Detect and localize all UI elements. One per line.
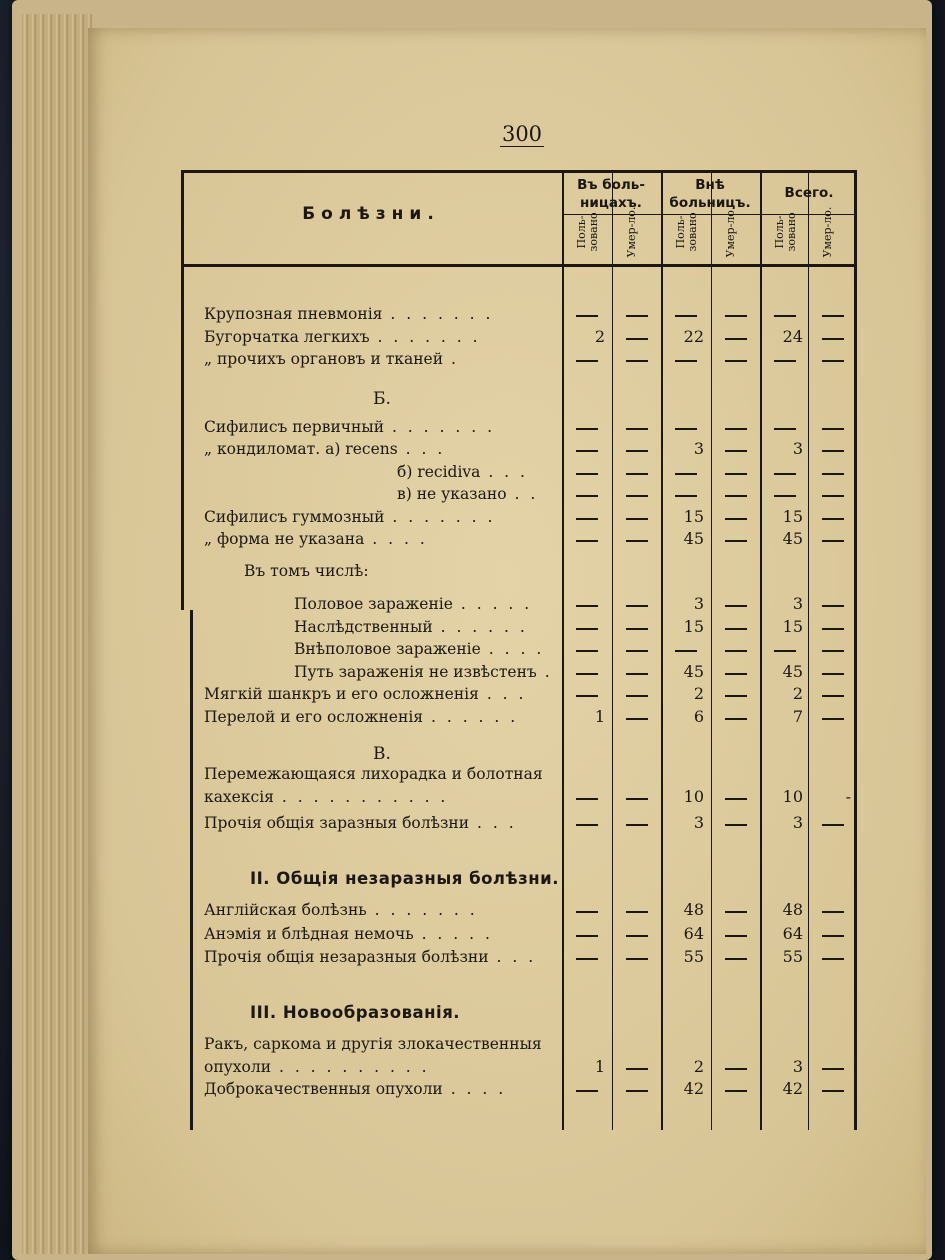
- table-cell: 15: [683, 507, 704, 526]
- cell-dash: [725, 1090, 747, 1092]
- row-label: в) не указано . .: [397, 485, 539, 503]
- cell-dash: [725, 1068, 747, 1070]
- cell-dash: [725, 495, 747, 497]
- cell-dash: [626, 450, 648, 452]
- table-header-rule: [181, 264, 857, 267]
- table-cell: 3: [693, 594, 704, 613]
- table-cell: 2: [792, 684, 803, 703]
- cell-dash: [675, 473, 697, 475]
- cell-dash: [576, 450, 598, 452]
- table-cell: 24: [782, 327, 803, 346]
- cell-dash: [725, 360, 747, 362]
- cell-dash: [675, 360, 697, 362]
- row-label: Крупозная пневмонія . . . . . . .: [204, 305, 494, 323]
- row-label: Внѣполовое зараженіе . . . .: [294, 640, 545, 658]
- cell-dash: [626, 473, 648, 475]
- cell-dash: [576, 428, 598, 430]
- subheader-died: Умер-ло.: [821, 206, 834, 258]
- subheader-used: Поль-зовано: [773, 212, 798, 252]
- row-label: Доброкачественныя опухоли . . . .: [204, 1080, 507, 1098]
- table-cell: 3: [792, 813, 803, 832]
- cell-dash: [774, 473, 796, 475]
- cell-dash: [822, 718, 844, 720]
- cell-dash: [576, 935, 598, 937]
- row-label: Въ томъ числѣ:: [244, 562, 369, 580]
- cell-dash: [822, 628, 844, 630]
- row-label: Бугорчатка легкихъ . . . . . . .: [204, 328, 481, 346]
- cell-dash: [576, 958, 598, 960]
- table-cell: 1: [594, 1057, 605, 1076]
- table-cell: 42: [683, 1079, 704, 1098]
- row-label: Перемежающаяся лихорадка и болотная: [204, 765, 543, 783]
- table-cell: 42: [782, 1079, 803, 1098]
- table-cell: 55: [782, 947, 803, 966]
- table-cell: 15: [683, 617, 704, 636]
- cell-dash: [725, 935, 747, 937]
- cell-dash: [626, 495, 648, 497]
- cell-dash: [822, 540, 844, 542]
- table-cell: 7: [792, 707, 803, 726]
- cell-dash: [774, 428, 796, 430]
- cell-dash: [725, 605, 747, 607]
- cell-dash: [822, 518, 844, 520]
- group-header-rule: [562, 214, 857, 215]
- table-cell: 48: [683, 900, 704, 919]
- cell-dash: [822, 450, 844, 452]
- cell-dash: [822, 695, 844, 697]
- table-cell: 45: [782, 529, 803, 548]
- table-cell: 3: [693, 439, 704, 458]
- cell-dash: [626, 673, 648, 675]
- cell-dash: [576, 605, 598, 607]
- table-cell: 55: [683, 947, 704, 966]
- column-header-diseases: Болѣзни.: [302, 204, 440, 224]
- subheader-died: Умер-ло.: [724, 206, 737, 258]
- row-label: „ форма не указана . . . .: [204, 530, 428, 548]
- cell-dash: [822, 1090, 844, 1092]
- cell-dash: [675, 428, 697, 430]
- table-cell: 10: [782, 787, 803, 806]
- table-cell: 10: [683, 787, 704, 806]
- cell-dash: [626, 824, 648, 826]
- table-cell: 2: [693, 1057, 704, 1076]
- cell-dash: [626, 360, 648, 362]
- row-label: Сифилисъ гуммозный . . . . . . .: [204, 508, 496, 526]
- column-rule: [711, 170, 712, 1130]
- row-label: Ракъ, саркома и другія злокачественныя: [204, 1035, 542, 1053]
- cell-dash: [725, 718, 747, 720]
- cell-dash: [626, 650, 648, 652]
- row-label: кахексія . . . . . . . . . . .: [204, 788, 449, 806]
- row-label: Наслѣдственный . . . . . .: [294, 618, 528, 636]
- cell-dash: [725, 824, 747, 826]
- row-label: Сифилисъ первичный . . . . . . .: [204, 418, 496, 436]
- cell-dash: [822, 605, 844, 607]
- cell-dash: [675, 315, 697, 317]
- cell-dash: [626, 695, 648, 697]
- cell-dash: [774, 360, 796, 362]
- cell-dash: [576, 695, 598, 697]
- table-cell: 6: [693, 707, 704, 726]
- column-group-header: Внѣ больницъ.: [669, 177, 751, 211]
- table-cell: 2: [693, 684, 704, 703]
- table-cell: 64: [683, 924, 704, 943]
- section-letter: Б.: [373, 389, 391, 409]
- table-cell: 1: [594, 707, 605, 726]
- table-cell: 3: [792, 439, 803, 458]
- table-cell: 2: [594, 327, 605, 346]
- cell-dash: [626, 338, 648, 340]
- cell-dash: [675, 495, 697, 497]
- cell-dash: [725, 540, 747, 542]
- cell-dash: [576, 315, 598, 317]
- cell-dash: [725, 958, 747, 960]
- table-top-rule: [181, 170, 857, 173]
- cell-dash: [725, 695, 747, 697]
- cell-dash: [576, 911, 598, 913]
- column-group-header: Въ боль- ницахъ.: [577, 177, 645, 211]
- cell-dash: [725, 628, 747, 630]
- row-label: Анэмія и блѣдная немочь . . . . .: [204, 925, 493, 943]
- column-rule: [661, 170, 663, 1130]
- cell-dash: [822, 338, 844, 340]
- cell-dash: [774, 315, 796, 317]
- cell-dash: [576, 540, 598, 542]
- cell-dash: [725, 798, 747, 800]
- row-label: б) recidiva . . .: [397, 463, 528, 481]
- row-label: Англійская болѣзнь . . . . . . .: [204, 901, 478, 919]
- cell-dash: [822, 428, 844, 430]
- cell-dash: [576, 518, 598, 520]
- cell-dash: [725, 911, 747, 913]
- table-cell: 3: [693, 813, 704, 832]
- table-cell: 3: [792, 1057, 803, 1076]
- column-rule: [612, 170, 613, 1130]
- cell-dash: [822, 360, 844, 362]
- subheader-died: Умер-ло.: [625, 206, 638, 258]
- cell-dash: [626, 315, 648, 317]
- cell-dash: [725, 518, 747, 520]
- cell-dash: [626, 605, 648, 607]
- table-cell: -: [845, 787, 851, 806]
- cell-dash: [725, 650, 747, 652]
- cell-dash: [675, 650, 697, 652]
- column-group-header: Всего.: [784, 185, 834, 201]
- subheader-used: Поль-зовано: [674, 212, 699, 252]
- cell-dash: [626, 911, 648, 913]
- cell-dash: [626, 518, 648, 520]
- row-label: „ прочихъ органовъ и тканей .: [204, 350, 459, 368]
- cell-dash: [822, 824, 844, 826]
- row-label: Мягкій шанкръ и его осложненія . . .: [204, 685, 527, 703]
- table-cell: 48: [782, 900, 803, 919]
- cell-dash: [576, 824, 598, 826]
- cell-dash: [725, 338, 747, 340]
- table-cell: 45: [782, 662, 803, 681]
- cell-dash: [626, 628, 648, 630]
- section-letter: В.: [373, 744, 391, 764]
- cell-dash: [774, 650, 796, 652]
- row-label: Перелой и его осложненія . . . . . .: [204, 708, 519, 726]
- cell-dash: [725, 450, 747, 452]
- cell-dash: [626, 958, 648, 960]
- table-cell: 22: [683, 327, 704, 346]
- cell-dash: [725, 315, 747, 317]
- table-left-rule-lower: [190, 610, 193, 1130]
- row-label: опухоли . . . . . . . . . .: [204, 1058, 430, 1076]
- cell-dash: [822, 911, 844, 913]
- cell-dash: [626, 798, 648, 800]
- cell-dash: [576, 628, 598, 630]
- section-title: III. Новообразованія.: [250, 1003, 461, 1022]
- table-cell: 45: [683, 662, 704, 681]
- column-rule: [808, 170, 809, 1130]
- cell-dash: [576, 1090, 598, 1092]
- table-right-rule: [854, 170, 857, 1130]
- row-label: Прочія общія заразныя болѣзни . . .: [204, 814, 517, 832]
- subheader-used: Поль-зовано: [575, 212, 600, 252]
- cell-dash: [626, 1068, 648, 1070]
- table-left-rule: [181, 170, 184, 610]
- column-rule: [562, 170, 564, 1130]
- row-label: „ кондиломат. а) recens . . .: [204, 440, 446, 458]
- cell-dash: [725, 473, 747, 475]
- section-title: II. Общія незаразныя болѣзни.: [250, 869, 559, 888]
- table-cell: 45: [683, 529, 704, 548]
- row-label: Прочія общія незаразныя болѣзни . . .: [204, 948, 537, 966]
- cell-dash: [822, 673, 844, 675]
- cell-dash: [822, 650, 844, 652]
- table-cell: 15: [782, 507, 803, 526]
- cell-dash: [576, 673, 598, 675]
- cell-dash: [725, 428, 747, 430]
- cell-dash: [774, 495, 796, 497]
- cell-dash: [725, 673, 747, 675]
- cell-dash: [626, 718, 648, 720]
- cell-dash: [626, 428, 648, 430]
- cell-dash: [822, 958, 844, 960]
- cell-dash: [822, 495, 844, 497]
- row-label: Путь зараженія не извѣстенъ .: [294, 663, 553, 681]
- cell-dash: [626, 540, 648, 542]
- row-label: Половое зараженіе . . . . .: [294, 595, 533, 613]
- cell-dash: [822, 935, 844, 937]
- table-cell: 64: [782, 924, 803, 943]
- cell-dash: [822, 315, 844, 317]
- cell-dash: [626, 1090, 648, 1092]
- table-cell: 3: [792, 594, 803, 613]
- cell-dash: [822, 473, 844, 475]
- cell-dash: [822, 1068, 844, 1070]
- column-rule: [760, 170, 762, 1130]
- page-number: 300: [501, 122, 543, 146]
- cell-dash: [576, 798, 598, 800]
- table-cell: 15: [782, 617, 803, 636]
- cell-dash: [576, 360, 598, 362]
- cell-dash: [576, 473, 598, 475]
- cell-dash: [576, 650, 598, 652]
- cell-dash: [576, 495, 598, 497]
- cell-dash: [626, 935, 648, 937]
